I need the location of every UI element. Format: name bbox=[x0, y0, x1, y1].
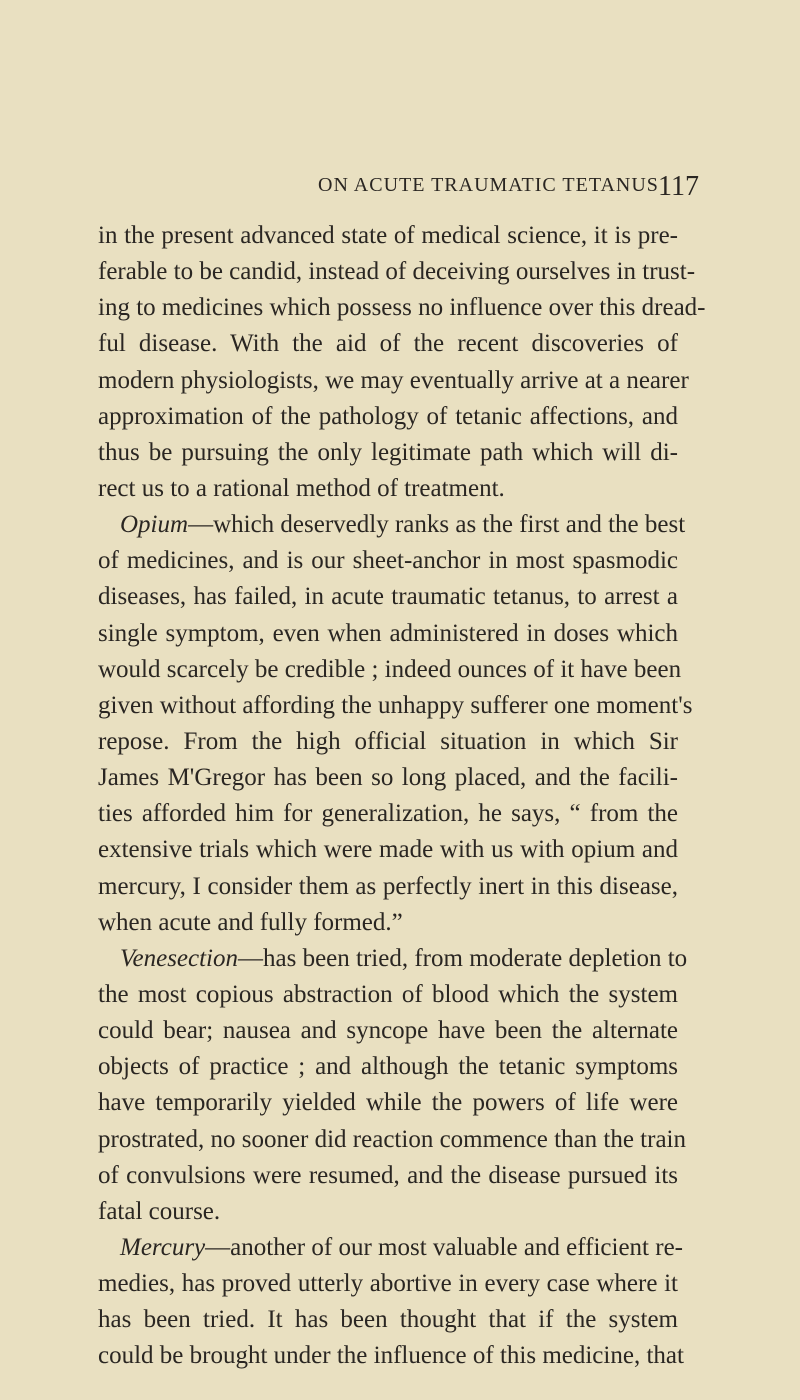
text-line: objects of practice ; and although the tetanic symptoms bbox=[98, 1053, 678, 1081]
text-line: have temporarily yielded while the powers of life were bbox=[98, 1089, 678, 1117]
paragraph-venesection bbox=[98, 941, 688, 1230]
text-line: ties afforded him for generalization, he says, “ from the bbox=[98, 800, 678, 828]
text-line: would scarcely be credible ; indeed ounces of it have been bbox=[98, 655, 682, 683]
paragraph-mercury bbox=[98, 1230, 684, 1375]
text-line: given without affording the unhappy sufferer one moment's bbox=[98, 691, 693, 719]
paragraph-intro bbox=[98, 218, 706, 507]
paragraph-opium bbox=[98, 507, 693, 941]
text-line bbox=[98, 1230, 683, 1266]
text-line: rect us to a rational method of treatment. bbox=[98, 474, 505, 502]
page-number: 117 bbox=[658, 171, 699, 202]
text-line: prostrated, no sooner did reaction commence than the train bbox=[98, 1125, 686, 1153]
running-title: ON ACUTE TRAUMATIC TETANUS bbox=[318, 174, 659, 196]
text-line: the most copious abstraction of blood which the system bbox=[98, 980, 678, 1008]
text-line: ing to medicines which possess no influence over this dread- bbox=[98, 294, 706, 322]
text-span: —which deservedly ranks as the first and the best bbox=[188, 511, 686, 539]
text-line: in the present advanced state of medical science, it is pre- bbox=[98, 222, 678, 249]
text-line: has been tried. It has been thought that if the system bbox=[98, 1306, 678, 1334]
text-line: of medicines, and is our sheet-anchor in most spasmodic bbox=[98, 547, 678, 575]
text-line: could bear; nausea and syncope have been the alternate bbox=[98, 1017, 678, 1045]
text-line: thus be pursuing the only legitimate path which will di- bbox=[98, 438, 678, 466]
text-span: —has been tried, from moderate depletion to bbox=[238, 944, 688, 972]
body-text bbox=[98, 218, 706, 1375]
text-line: modern physiologists, we may eventually arrive at a nearer bbox=[98, 366, 689, 394]
text-line: single symptom, even when administered in doses which bbox=[98, 619, 678, 647]
paragraph-lead: Venesection bbox=[120, 944, 239, 972]
text-line bbox=[98, 941, 688, 977]
text-line: could be brought under the influence of this medicine, that bbox=[98, 1342, 684, 1370]
text-line: diseases, has failed, in acute traumatic tetanus, to arrest a bbox=[98, 583, 678, 611]
text-line: mercury, I consider them as perfectly inert in this disease, bbox=[98, 872, 678, 900]
paragraph-lead: Mercury bbox=[120, 1233, 206, 1261]
text-line: when acute and fully formed.” bbox=[98, 908, 403, 936]
text-line: medies, has proved utterly abortive in every case where it bbox=[98, 1270, 678, 1298]
text-span: —another of our most valuable and efficient re- bbox=[205, 1233, 683, 1261]
paragraph-lead: Opium bbox=[120, 511, 189, 539]
text-line: approximation of the pathology of tetanic affections, and bbox=[98, 402, 678, 430]
text-line: repose. From the high official situation in which Sir bbox=[98, 727, 678, 755]
text-line: of convulsions were resumed, and the disease pursued its bbox=[98, 1161, 678, 1189]
text-line bbox=[98, 507, 686, 543]
text-line: fatal course. bbox=[98, 1197, 221, 1225]
text-line: extensive trials which were made with us with opium and bbox=[98, 836, 678, 864]
page-header bbox=[0, 171, 800, 204]
text-line: ferable to be candid, instead of deceiving ourselves in trust- bbox=[98, 258, 696, 286]
text-line: James M'Gregor has been so long placed, and the facili- bbox=[98, 764, 678, 792]
text-line: ful disease. With the aid of the recent discoveries of bbox=[98, 330, 678, 358]
